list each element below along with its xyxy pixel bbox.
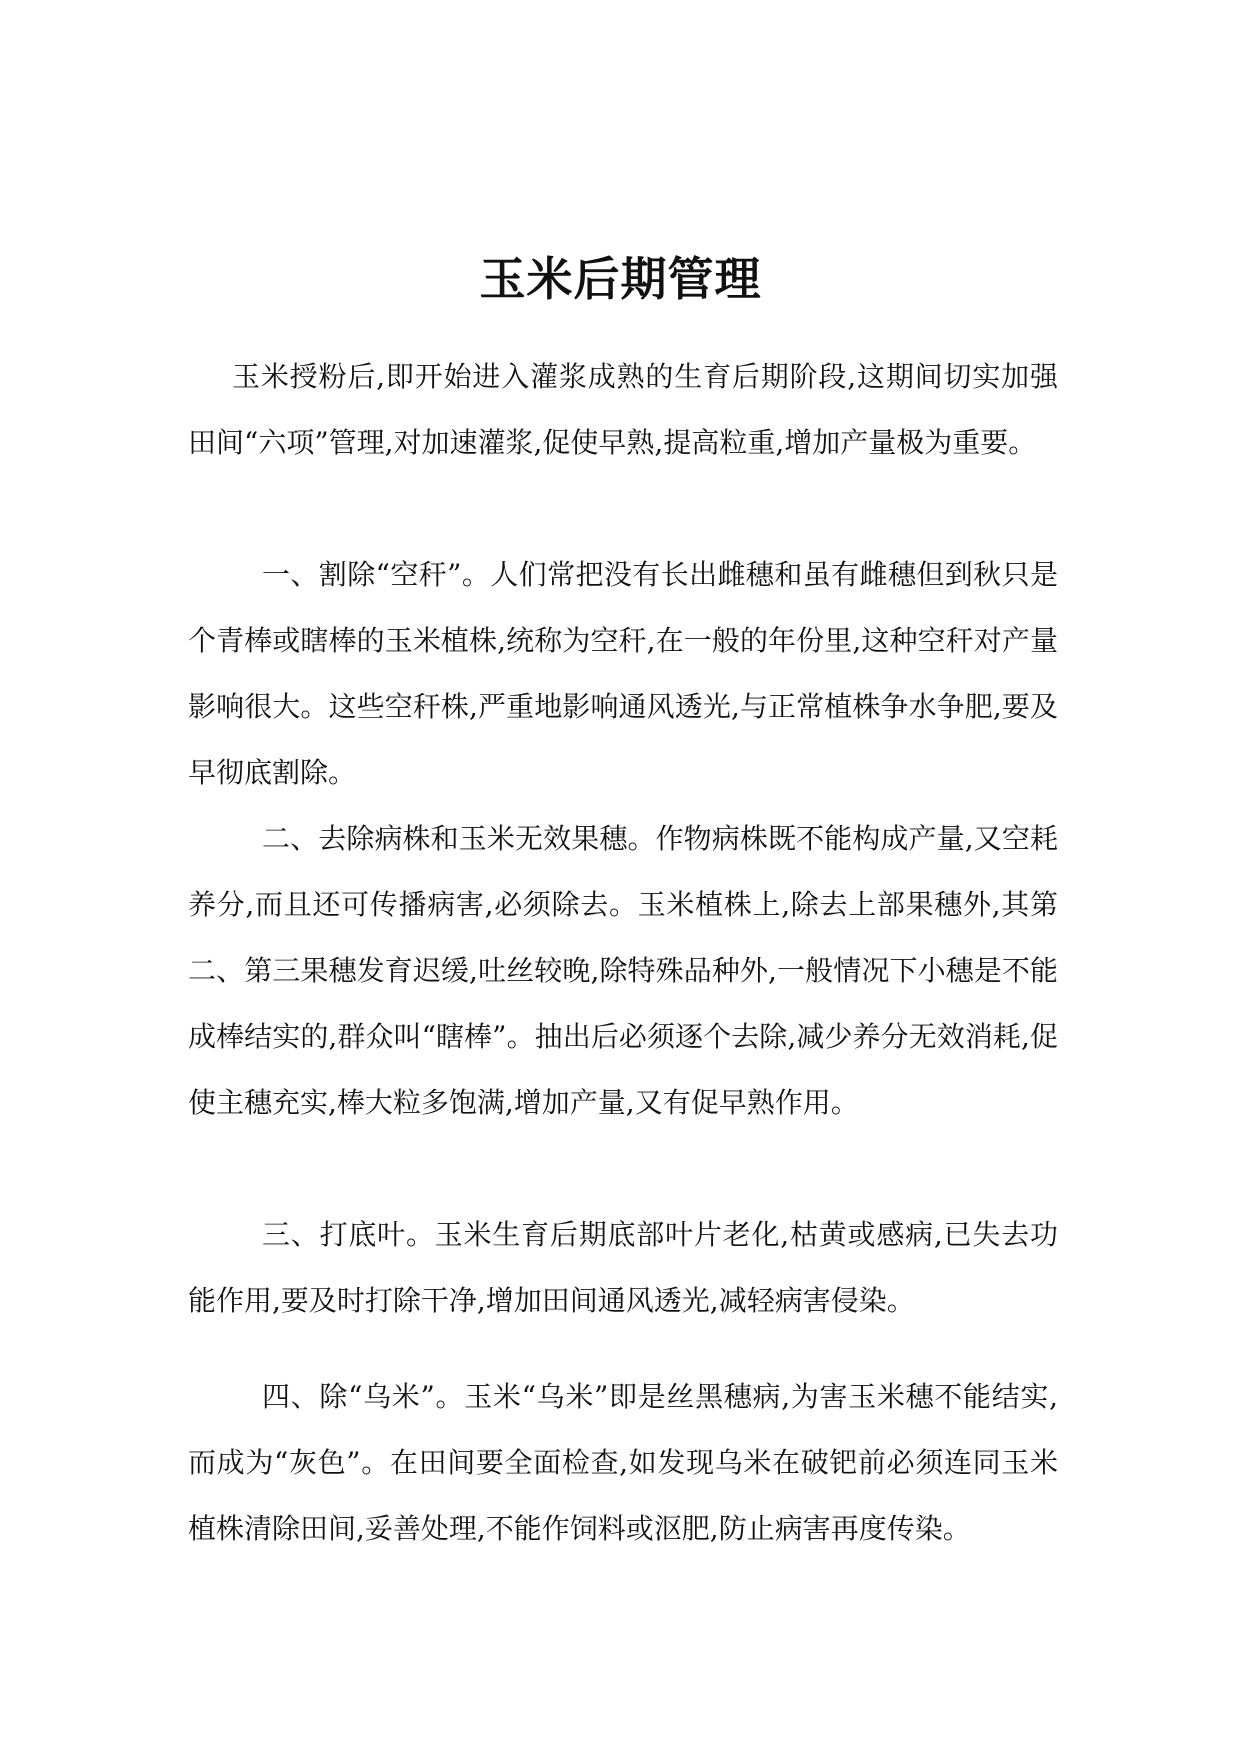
section-2-paragraph: 二、去除病株和玉米无效果穗。作物病株既不能构成产量,又空耗养分,而且还可传播病害,必须除去。玉米植株上,除去上部果穗外,其第二、第三果穗发育迟缓,吐丝较晚,除特殊品种外,一般情况下小穗是不能成棒结实的,群众叫“瞎棒”。抽出后必须逐个去除,减少养分无效消耗,促使主穗充实,棒大粒多饱满,增加产量,又有促早熟作用。 xyxy=(188,822,1058,1119)
section-4-paragraph: 四、除“乌米”。玉米“乌米”即是丝黑穗病,为害玉米穗不能结实,而成为“灰色”。在田间要全面检查,如发现乌米在破钯前必须连同玉米植株清除田间,妥善处理,不能作饲料或沤肥,防止病害再度传染。 xyxy=(188,1380,1058,1545)
section-1-paragraph: 一、割除“空秆”。人们常把没有长出雌穗和虽有雌穗但到秋只是个青棒或瞎棒的玉米植株,统称为空秆,在一般的年份里,这种空秆对产量影响很大。这些空秆株,严重地影响通风透光,与正常植株争水争肥,要及早彻底割除。 xyxy=(188,558,1058,789)
intro-paragraph: 玉米授粉后,即开始进入灌浆成熟的生育后期阶段,这期间切实加强田间“六项”管理,对加速灌浆,促使早熟,提高粒重,增加产量极为重要。 xyxy=(188,360,1058,459)
section-3-paragraph: 三、打底叶。玉米生育后期底部叶片老化,枯黄或感病,已失去功能作用,要及时打除干净,增加田间通风透光,减轻病害侵染。 xyxy=(188,1218,1058,1317)
page-title: 玉米后期管理 xyxy=(479,251,762,306)
